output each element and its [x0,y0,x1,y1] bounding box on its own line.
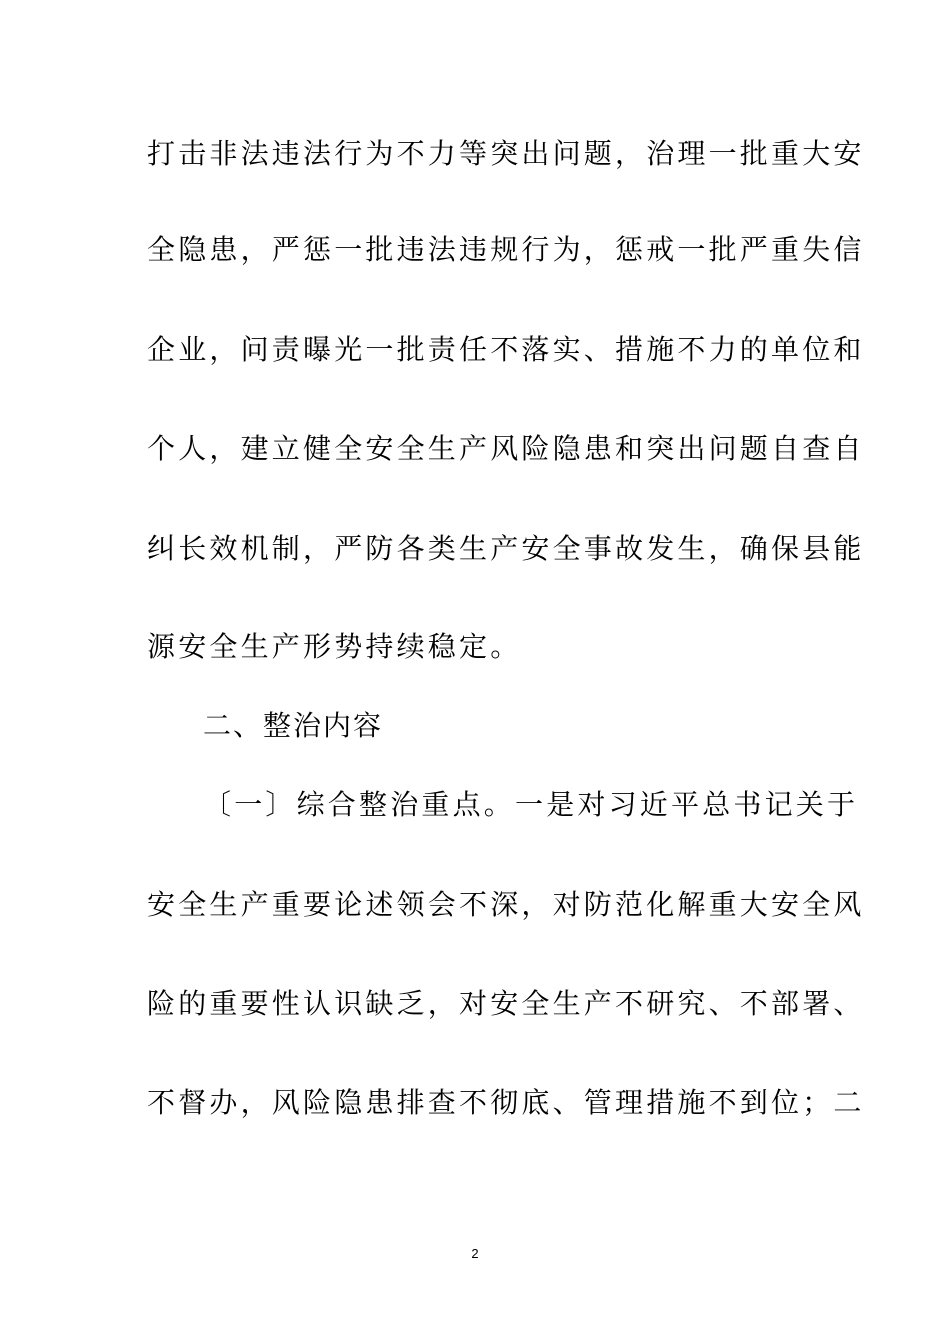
page-number: 2 [471,1246,479,1261]
paragraph-line: 〔一〕综合整治重点。一是对习近平总书记关于 [203,788,859,821]
paragraph-line: 个人，建立健全安全生产风险隐患和突出问题自查自 [147,432,865,465]
paragraph-line: 险的重要性认识缺乏，对安全生产不研究、不部署、 [147,987,865,1020]
paragraph-line: 纠长效机制，严防各类生产安全事故发生，确保县能 [147,532,865,565]
paragraph-line: 企业，问责曝光一批责任不落实、措施不力的单位和 [147,333,865,366]
paragraph-line: 安全生产重要论述领会不深，对防范化解重大安全风 [147,888,865,921]
paragraph-line: 源安全生产形势持续稳定。 [147,630,522,663]
paragraph-line: 打击非法违法行为不力等突出问题，治理一批重大安 [147,137,865,170]
section-heading: 二、整治内容 [203,709,384,742]
paragraph-line: 不督办，风险隐患排查不彻底、管理措施不到位；二 [147,1086,865,1119]
paragraph-line: 全隐患，严惩一批违法违规行为，惩戒一批严重失信 [147,233,865,266]
